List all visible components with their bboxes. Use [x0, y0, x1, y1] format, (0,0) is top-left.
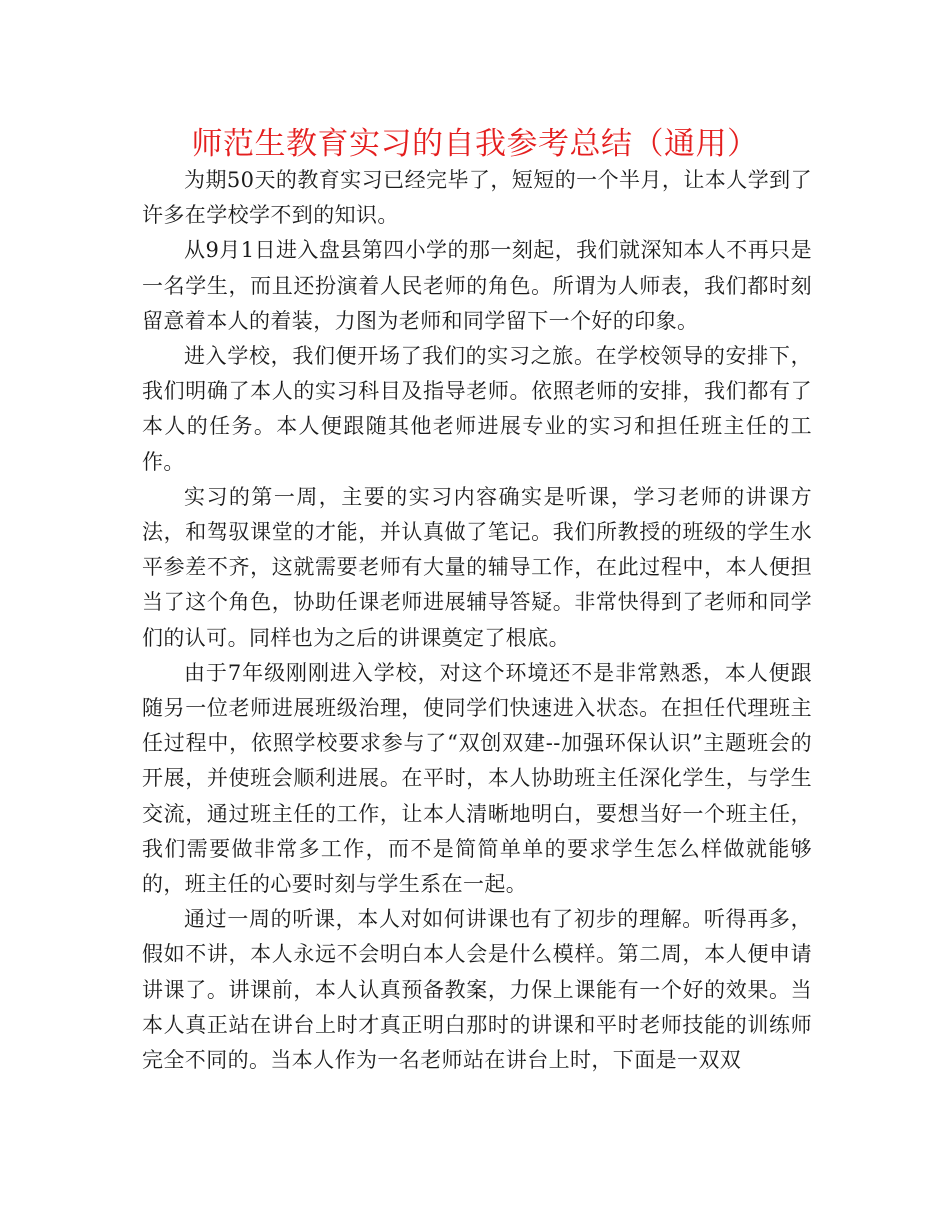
- paragraph-2: 从9月1日进入盘县第四小学的那一刻起，我们就深知本人不再只是一名学生，而且还扮演着人民老师的角色。所谓为人师表，我们都时刻留意着本人的着装，力图为老师和同学留下一个好的印象。: [142, 238, 812, 333]
- paragraph-4: 实习的第一周，主要的实习内容确实是听课，学习老师的讲课方法，和驾驭课堂的才能，并认真做了笔记。我们所教授的班级的学生水平参差不齐，这就需要老师有大量的辅导工作，在此过程中，本人便担当了这个角色，协助任课老师进展辅导答疑。非常快得到了老师和同学们的认可。同样也为之后的讲课奠定了根底。: [142, 484, 812, 650]
- paragraph-6: 通过一周的听课，本人对如何讲课也有了初步的理解。听得再多，假如不讲，本人永远不会明白本人会是什么模样。第二周，本人便申请讲课了。讲课前，本人认真预备教案，力保上课能有一个好的效果。当本人真正站在讲台上时才真正明白那时的讲课和平时老师技能的训练师完全不同的。当本人作为一名老师站在讲台上时，下面是一双双: [142, 907, 812, 1073]
- paragraph-5: 由于7年级刚刚进入学校，对这个环境还不是非常熟悉，本人便跟随另一位老师进展班级治理，使同学们快速进入状态。在担任代理班主任过程中，依照学校要求参与了“双创双建--加强环保认识”主题班会的开展，并使班会顺利进展。在平时，本人协助班主任深化学生，与学生交流，通过班主任的工作，让本人清晰地明白，要想当好一个班主任，我们需要做非常多工作，而不是简简单单的要求学生怎么样做就能够的，班主任的心要时刻与学生系在一起。: [142, 660, 812, 897]
- paragraph-1: 为期50天的教育实习已经完毕了，短短的一个半月，让本人学到了许多在学校学不到的知识。: [142, 168, 812, 228]
- document-title: 师范生教育实习的自我参考总结（通用）: [191, 126, 759, 162]
- document-body: [142, 163, 812, 1078]
- paragraph-3: 进入学校，我们便开场了我们的实习之旅。在学校领导的安排下，我们明确了本人的实习科目及指导老师。依照老师的安排，我们都有了本人的任务。本人便跟随其他老师进展专业的实习和担任班主任的工作。: [142, 344, 812, 474]
